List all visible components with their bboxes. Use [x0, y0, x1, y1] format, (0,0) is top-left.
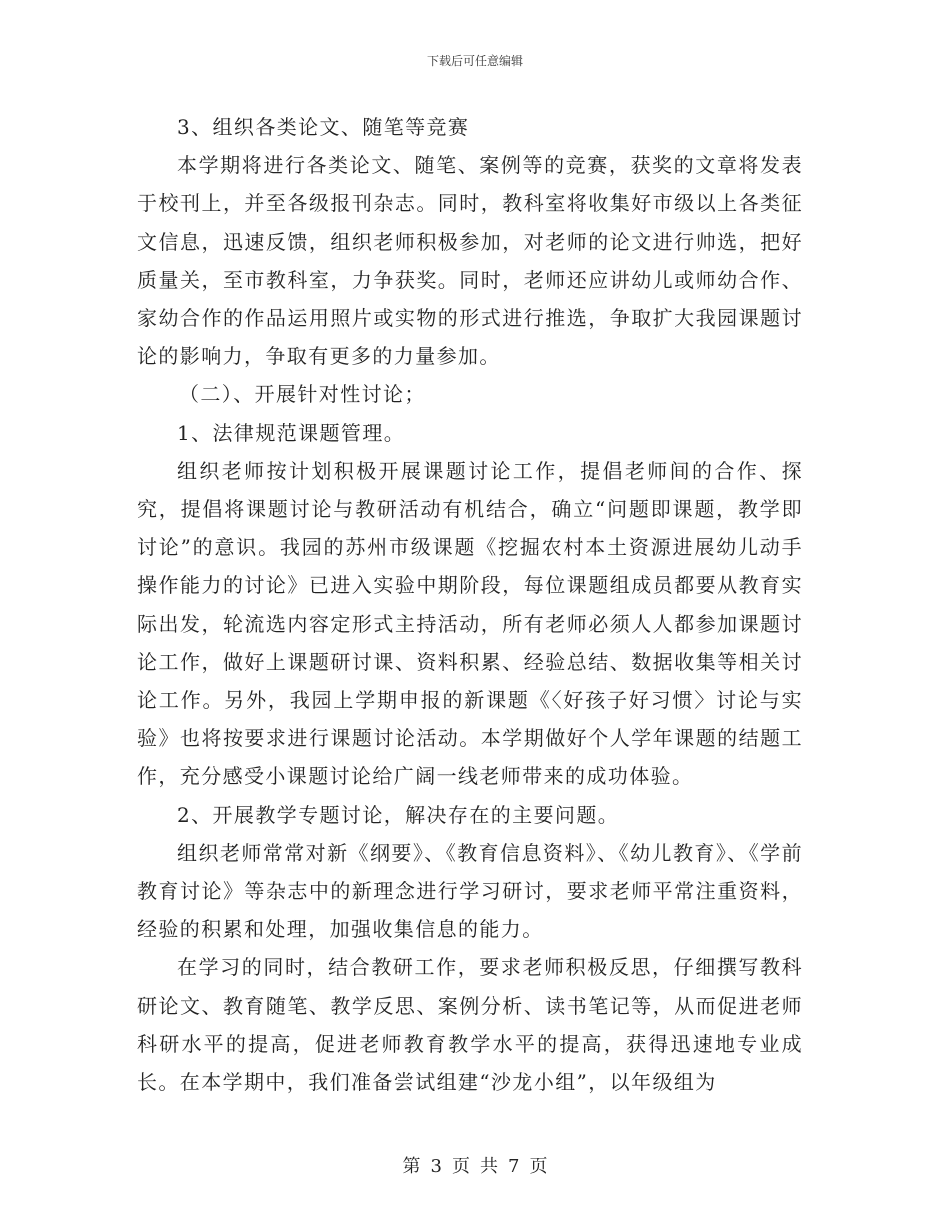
- footer-current-page: 3: [430, 1156, 442, 1177]
- paragraph-study-materials: 组织老师常常对新《纲要》、《教育信息资料》、《幼儿教育》、《学前教育讨论》等杂志中的新理念进行学习研讨，要求老师平常注重资料，经验的积累和处理，加强收集信息的能力。: [137, 840, 803, 942]
- paragraph-essay-competition: 本学期将进行各类论文、随笔、案例等的竞赛，获奖的文章将发表于校刊上，并至各级报刊杂志。同时，教科室将收集好市级以上各类征文信息，迅速反馈，组织老师积极参加，对老师的论文进行帅选，把好质量关，至市教科室，力争获奖。同时，老师还应讲幼儿或师幼合作、家幼合作的作品运用照片或实物的形式进行推选，争取扩大我园课题讨论的影响力，争取有更多的力量参加。: [137, 153, 803, 369]
- header-note: 下载后可任意编辑: [426, 54, 523, 68]
- paragraph-project-management: 组织老师按计划积极开展课题讨论工作，提倡老师间的合作、探究，提倡将课题讨论与教研活动有机结合，确立“问题即课题，教学即讨论”的意识。我园的苏州市级课题《挖掘农村本土资源进展幼儿动手操作能力的讨论》已进入实验中期阶段，每位课题组成员都要从教育实际出发，轮流选内容定形式主持活动，所有老师必须人人都参加课题讨论工作，做好上课题研讨课、资料积累、经验总结、数据收集等相关讨论工作。另外，我园上学期申报的新课题《〈好孩子好习惯〉讨论与实验》也将按要求进行课题讨论活动。本学期做好个人学年课题的结题工作，充分感受小课题讨论给广阔一线老师带来的成功体验。: [137, 458, 803, 789]
- footer-total-word: 共: [480, 1156, 498, 1177]
- paragraph-heading-3: 3、组织各类论文、随笔等竞赛: [177, 115, 470, 139]
- paragraph-reflection: 在学习的同时，结合教研工作，要求老师积极反思，仔细撰写教科研论文、教育随笔、教学反思、案例分析、读书笔记等，从而促进老师科研水平的提高，促进老师教育教学水平的提高，获得迅速地专业成长。在本学期中，我们准备尝试组建“沙龙小组”，以年级组为: [137, 955, 803, 1095]
- paragraph-heading-2: 2、开展教学专题讨论，解决存在的主要问题。: [177, 802, 620, 827]
- paragraph-section-2: （二）、开展针对性讨论；: [179, 382, 426, 407]
- footer-total-pages: 7: [508, 1156, 520, 1177]
- paragraph-heading-1: 1、法律规范课题管理。: [177, 420, 406, 445]
- footer-page-word: 页: [452, 1156, 470, 1177]
- body-text: [137, 108, 803, 1101]
- page-footer: [0, 1152, 950, 1178]
- footer-suffix: 页: [529, 1156, 548, 1177]
- footer-prefix: 第: [402, 1156, 421, 1177]
